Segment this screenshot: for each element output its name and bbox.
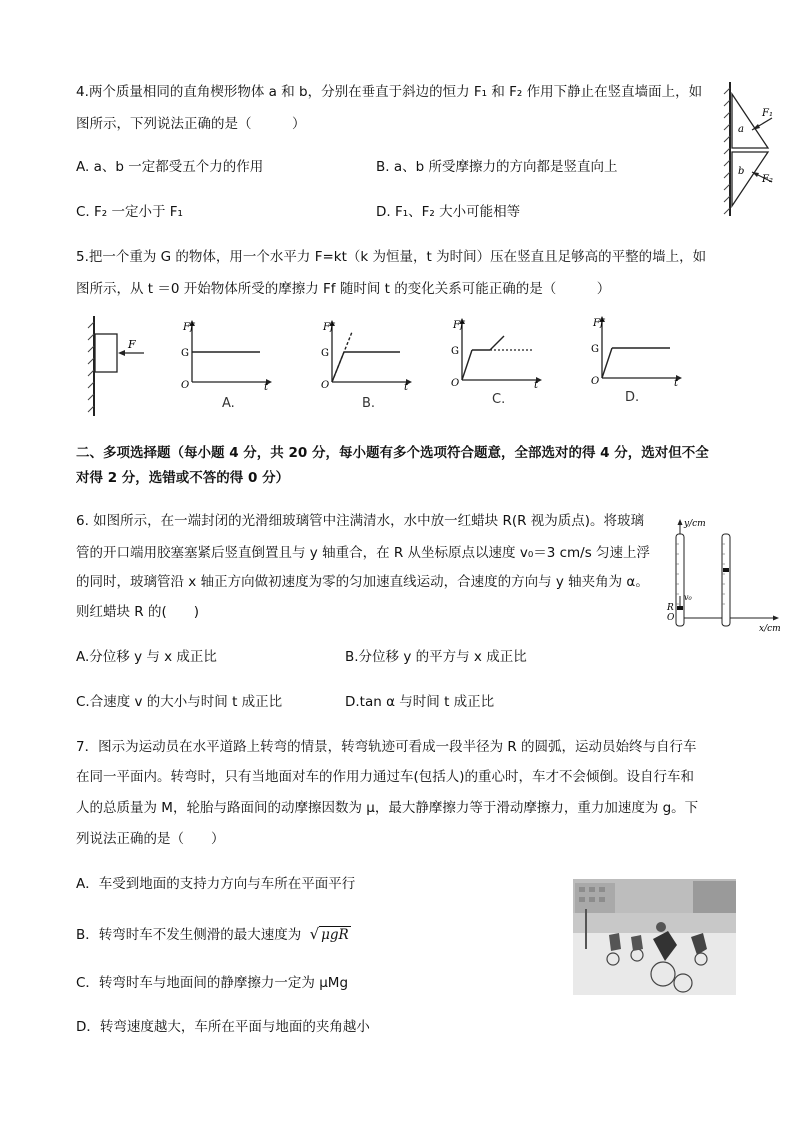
cyclist-photo	[573, 879, 736, 995]
q7-option-b-text: B．转弯时车不发生侧滑的最大速度为	[76, 927, 302, 943]
svg-text:G: G	[321, 348, 329, 359]
wedge-a-shape	[732, 94, 768, 148]
svg-text:G: G	[181, 348, 189, 359]
svg-text:Ff: Ff	[453, 320, 464, 331]
q7-stem-line1: 7．图示为运动员在水平道路上转弯的情景，转弯轨迹可看成一段半径为 R 的圆弧，运动员始终与自行车	[76, 739, 697, 755]
svg-text:Ff: Ff	[593, 318, 604, 329]
svg-text:t: t	[404, 382, 409, 392]
q6-stem-line4: 则红蜡块 R 的( )	[76, 604, 199, 620]
q4-option-c[interactable]: C. F₂ 一定小于 F₁	[76, 204, 183, 220]
q4-wedge-figure	[722, 80, 782, 220]
q6-tube-figure	[664, 514, 786, 636]
q7-option-a[interactable]: A．车受到地面的支持力方向与车所在平面平行	[76, 876, 356, 892]
q5-stem-line1: 5.把一个重为 G 的物体，用一个水平力 F=kt（k 为恒量，t 为时间）压在竖直且足够高的平整的墙上，如	[76, 249, 707, 265]
q6-stem-line2: 管的开口端用胶塞塞紧后竖直倒置且与 y 轴重合，在 R 从坐标原点以速度 v₀＝3 cm/s 匀速上浮	[76, 545, 651, 561]
q6-stem-line3: 的同时，玻璃管沿 x 轴正方向做初速度为零的匀加速直线运动，合速度的方向与 y 轴夹角为 α。	[76, 574, 649, 590]
svg-text:Ff: Ff	[183, 322, 194, 333]
q7-stem-line2: 在同一平面内。转弯时，只有当地面对车的作用力通过车(包括人)的重心时，车才不会倾倒。设自行车和	[76, 769, 695, 785]
wax-block-start	[677, 606, 683, 610]
svg-text:O: O	[181, 380, 190, 391]
wax-block-later	[723, 568, 729, 572]
q6-option-b[interactable]: B.分位移 y 的平方与 x 成正比	[345, 649, 527, 665]
svg-text:t: t	[264, 382, 269, 392]
svg-text:x/cm: x/cm	[759, 624, 781, 634]
force-f1-label: F₁	[762, 108, 773, 119]
q7-option-c[interactable]: C．转弯时车与地面间的静摩擦力一定为 μMg	[76, 975, 349, 991]
graph-a-label: A.	[222, 396, 235, 411]
q6-option-d[interactable]: D.tan α 与时间 t 成正比	[345, 694, 495, 710]
force-f2-label: F₂	[762, 174, 773, 185]
q6-stem-line1: 6. 如图所示，在一端封闭的光滑细玻璃管中注满清水，水中放一红蜡块 R(R 视为质点)。将玻璃	[76, 513, 645, 529]
force-f-label: F	[128, 338, 136, 351]
sqrt-formula: √ μgR	[309, 925, 349, 943]
svg-text:R: R	[667, 603, 674, 613]
q4-option-a[interactable]: A. a、b 一定都受五个力的作用	[76, 159, 264, 175]
graph-c[interactable]	[448, 316, 544, 390]
graph-b-label: B.	[362, 396, 376, 411]
svg-text:t: t	[674, 378, 679, 388]
svg-text:G: G	[591, 344, 599, 355]
q6-option-a[interactable]: A.分位移 y 与 x 成正比	[76, 649, 217, 665]
q5-wall-figure	[84, 312, 154, 420]
svg-text:O: O	[451, 378, 460, 389]
svg-text:v₀: v₀	[684, 593, 692, 602]
svg-text:Ff: Ff	[323, 322, 334, 333]
graph-b[interactable]	[318, 318, 414, 392]
q4-stem-line2: 图所示，下列说法正确的是（ ）	[76, 116, 306, 132]
q7-option-d[interactable]: D．转弯速度越大，车所在平面与地面的夹角越小	[76, 1019, 370, 1035]
section2-heading-line2: 对得 2 分，选错或不答的得 0 分）	[76, 470, 290, 486]
q7-stem-line4: 列说法正确的是（ ）	[76, 831, 225, 847]
q7-option-b[interactable]	[76, 924, 351, 945]
svg-text:y/cm: y/cm	[684, 519, 706, 529]
svg-text:O: O	[667, 613, 675, 623]
section2-heading-line1: 二、多项选择题（每小题 4 分，共 20 分，每小题有多个选项符合题意，全部选对的得 4 分，选对但不全	[76, 445, 709, 461]
q5-stem-line2: 图所示，从 t ＝0 开始物体所受的摩擦力 Ff 随时间 t 的变化关系可能正确的是（ ）	[76, 281, 611, 297]
wedge-b-label: b	[738, 166, 745, 177]
q7-stem-line3: 人的总质量为 M，轮胎与路面间的动摩擦因数为 μ，最大静摩擦力等于滑动摩擦力，重力加速度为 g。下	[76, 800, 699, 816]
svg-text:O: O	[321, 380, 330, 391]
q4-option-d[interactable]: D. F₁、F₂ 大小可能相等	[376, 204, 521, 220]
wedge-a-label: a	[738, 124, 744, 135]
graph-c-label: C.	[492, 392, 506, 407]
q4-option-b[interactable]: B. a、b 所受摩擦力的方向都是竖直向上	[376, 159, 618, 175]
svg-text:G: G	[451, 346, 459, 357]
q6-option-c[interactable]: C.合速度 v 的大小与时间 t 成正比	[76, 694, 283, 710]
svg-text:t: t	[534, 380, 539, 390]
q4-stem-line1: 4.两个质量相同的直角楔形物体 a 和 b，分别在垂直于斜边的恒力 F₁ 和 F₂ 作用下静止在竖直墙面上，如	[76, 84, 703, 100]
graph-d[interactable]	[588, 314, 684, 388]
graph-a[interactable]	[178, 318, 274, 392]
graph-d-label: D.	[625, 390, 640, 405]
svg-text:O: O	[591, 376, 600, 387]
block-shape	[95, 334, 117, 372]
